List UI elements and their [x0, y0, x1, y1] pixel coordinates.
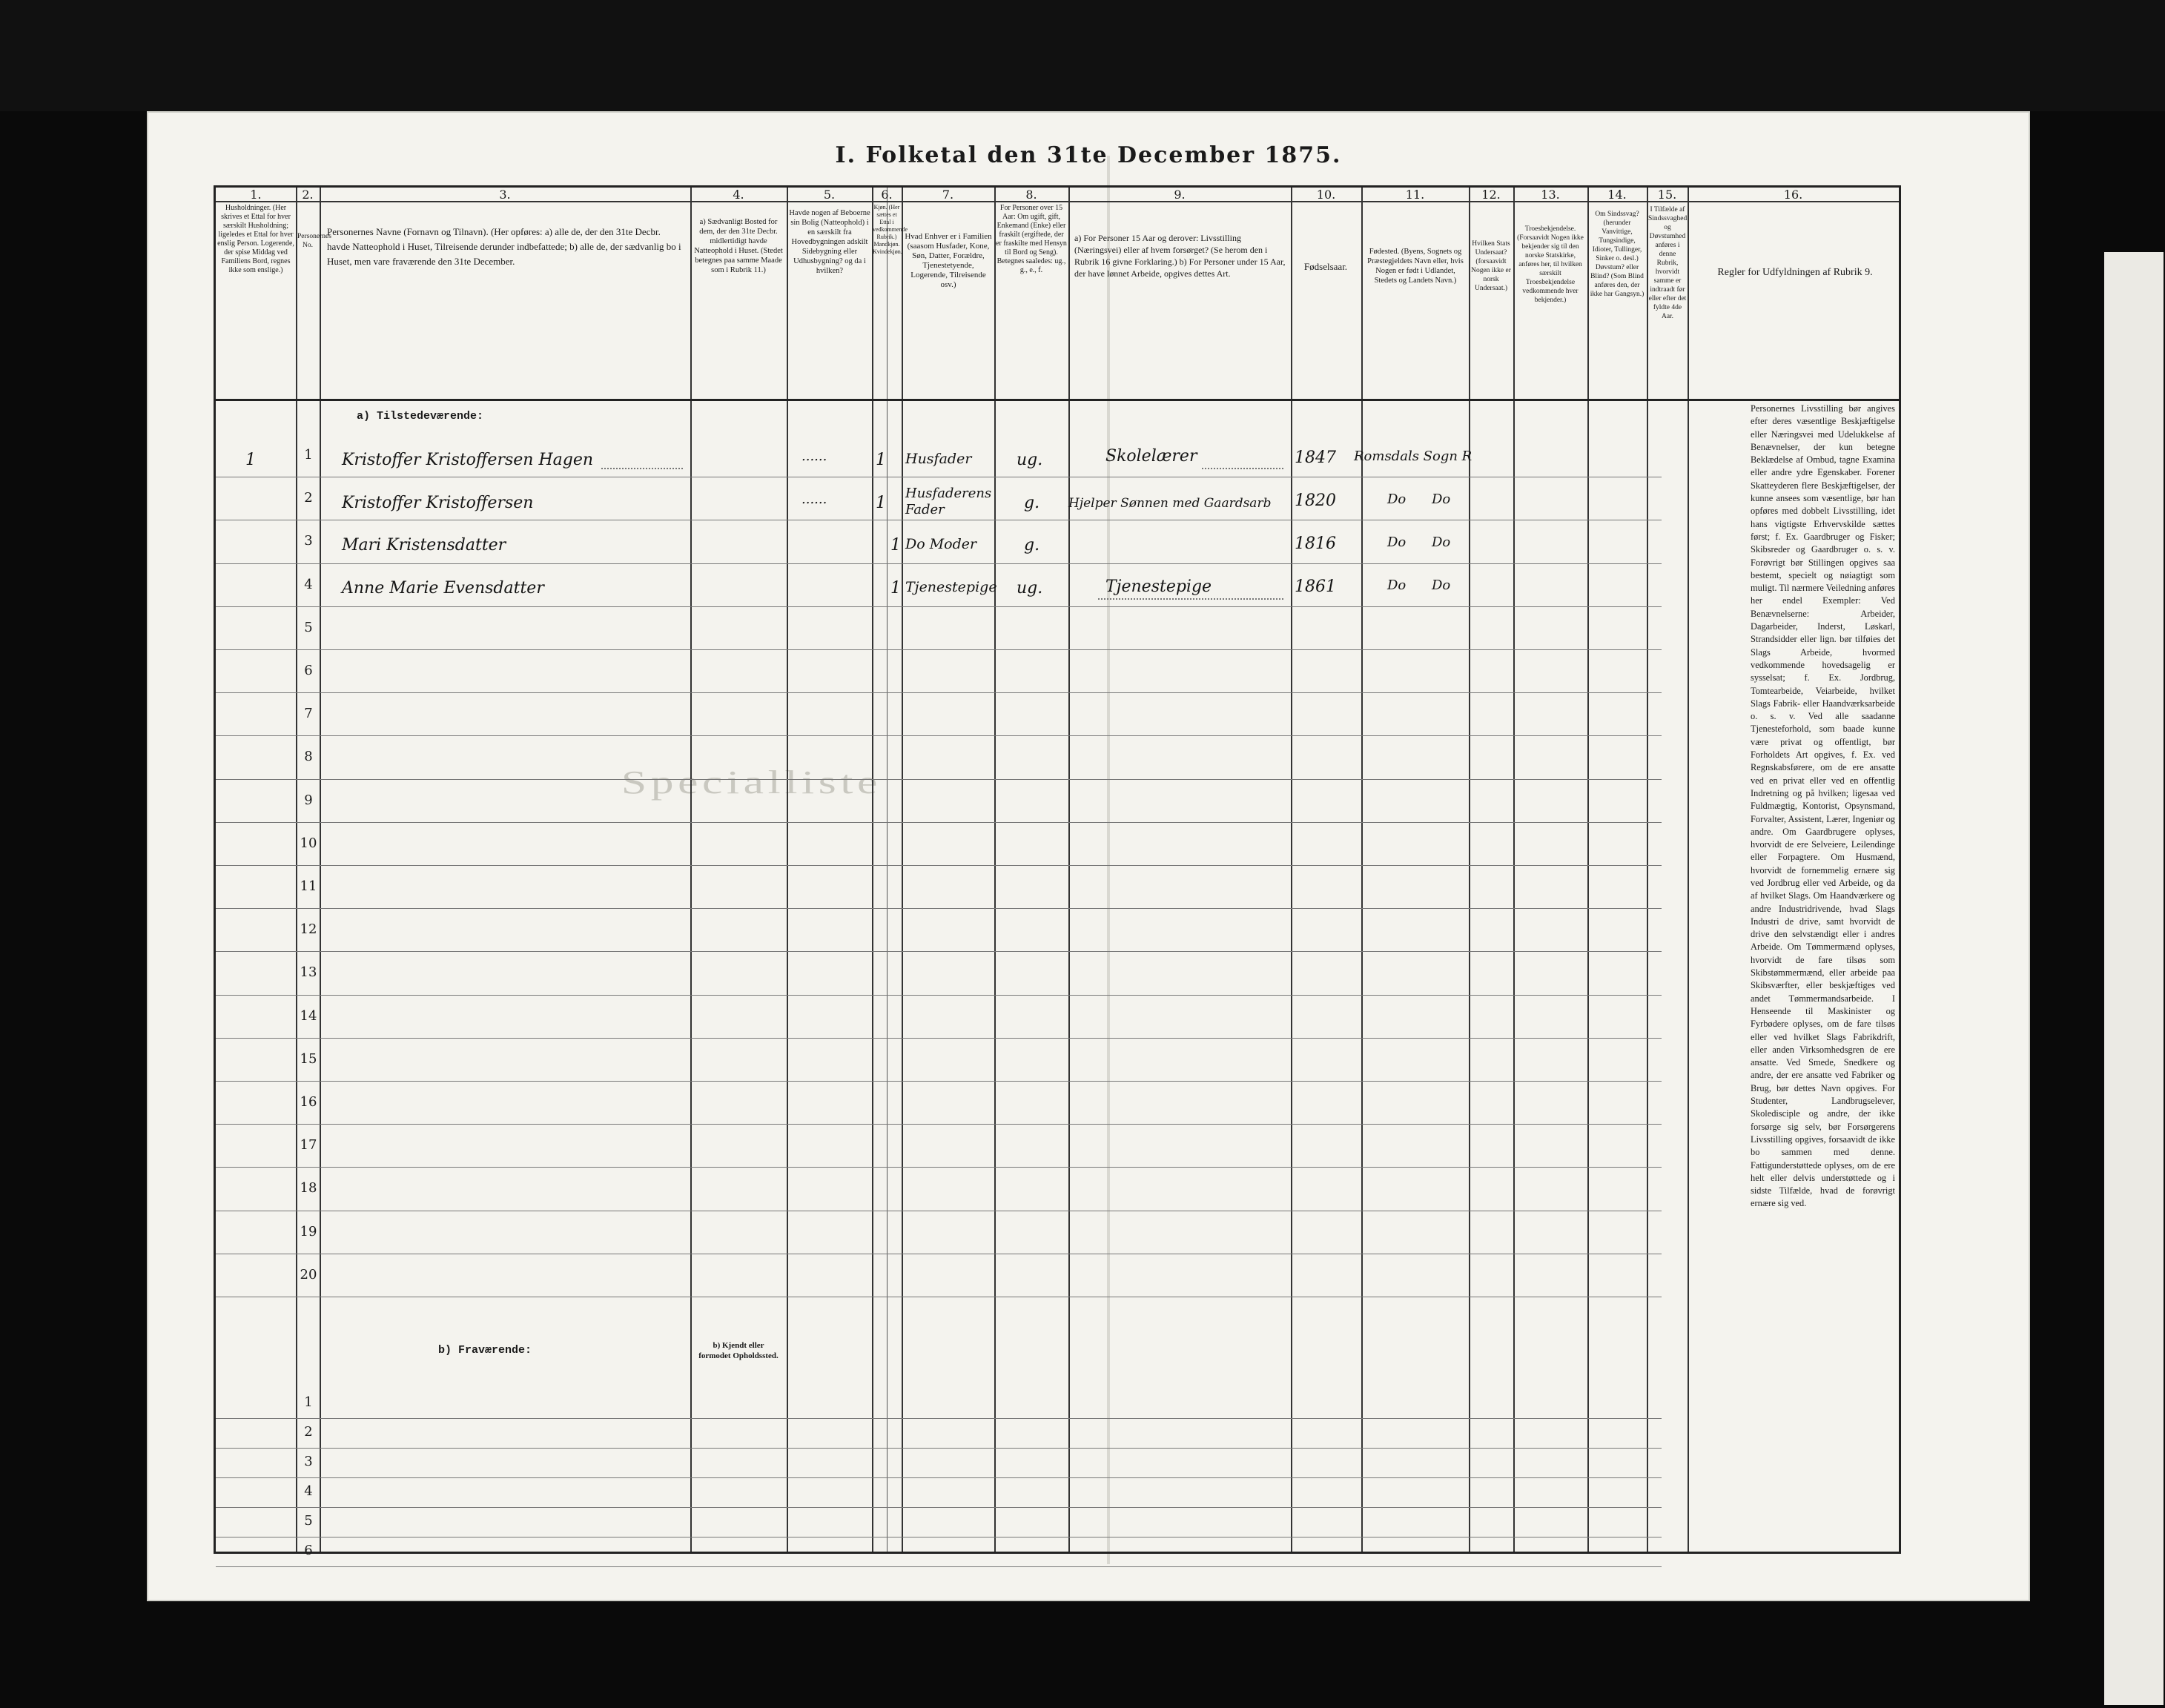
- resident-3-born: 1816: [1295, 534, 1336, 553]
- header-col6: Kjøn. (Her sættes et Ettal i vedkommende Rubrik.) Mandkjøn. Kvindekjøn.: [873, 204, 908, 255]
- row-number: 3: [304, 533, 313, 549]
- colno-10: 10.: [1316, 188, 1336, 202]
- resident-2-role: Husfaderens Fader: [905, 486, 992, 517]
- resident-4-occupation: Tjenestepige: [1105, 577, 1212, 596]
- colno-16: 16.: [1783, 188, 1803, 202]
- row-number: 2: [304, 490, 313, 506]
- resident-1-name: Kristoffer Kristoffersen Hagen: [342, 451, 594, 469]
- colno-4: 4.: [733, 188, 744, 202]
- census-table: [214, 185, 1901, 1558]
- resident-1-civil: ug.: [1017, 451, 1043, 469]
- row-number: 16: [300, 1094, 317, 1110]
- resident-3-civil: g.: [1024, 536, 1040, 555]
- header-col4: a) Sædvanligt Bosted for dem, der den 31te Decbr. midlertidigt havde Natteophold i Huset. (Stedet betegnes paa samme Maade som i Rubrik 11.): [694, 218, 783, 274]
- resident-4-birthplace: Do: [1387, 577, 1407, 593]
- row-rule: [216, 951, 1662, 952]
- colno-8: 8.: [1025, 188, 1037, 202]
- header-col13: Troesbekjendelse. (Forsaavidt Nogen ikke bekjender sig til den norske Statskirke, anføres her, til hvilken særskilt Troesbekjendelse vedkommende hver bekjender.): [1517, 225, 1584, 304]
- resident-4-female: 1: [890, 579, 901, 598]
- header-col7: Hvad Enhver er i Familien (saasom Husfader, Kone, Søn, Datter, Forældre, Tjenestetyende, Logerende, Tilreisende osv.): [905, 232, 992, 289]
- colno-7: 7.: [942, 188, 954, 202]
- row-number: 12: [300, 921, 317, 938]
- resident-3-birthplace: Do: [1387, 534, 1407, 550]
- row-rule: [216, 606, 1662, 607]
- absent-row-number: 4: [304, 1483, 313, 1499]
- rubrik16-instructions: Personernes Livsstilling bør angives efter deres væsentlige Beskjæftigelse eller Næringsvei med Udelukkelse af Benævnelser, der kun betegne Beklædelse af Ombud, tagne Examina eller andre ydre Egenskaber. Forener Skatteyderen flere Beskjæftigelser, der kunne ansees som væsentlige, bør han opføres med dobbelt Livsstilling, idet hans vigtigste Erhvervskilde sættes først; f. Ex. Gaardbruger og Fisker; Skibsreder og Gaardbruger o. s. v. Forøvrigt bør Stillingen opgives saa bestemt, specielt og nøiagtigt som muligt. Til nærmere Veiledning anføres her endel Exempler: Ved Benævnelserne: Arbeider, Dagarbeider, Inderst, Løskarl, Strandsidder eller lign. bør tilføies det Slags Arbeide, hvormed vedkommende hovedsagelig er sysselsat; f. Ex. Jordbrug, Tomtearbeide, Veiarbeide, hvilket Slags Fabrik- eller Haandværksarbeide o. s. v. Ved alle saadanne Tjenesteforhold, som baade kunne være privat og offentligt, bør Forholdets Art opgives, f. Ex. ved Regnskabsførere, om de ere ansatte ved en privat eller ved en offentlig Indretning og på hvilken; ligesaa ved Fuldmægtig, Kontorist, Opsynsmand, Forvalter, Assistent, Lærer, Ingeniør og andre. Om Gaardbrugere oplyses, hvorvidt de ere Selveiere, Leilendinge eller Forpagtere. Om Husmænd, hvorvidt de fornemmelig ernære sig ved Jordbrug eller ved Arbeide, og da af hvilket Slags. Om Haandværkere og andre Industridrivende, hvad Slags Industri de drive, samt hvorvidt de drive den selvstændigt eller i andres Arbeide. Om Tømmermænd oplyses, hvorvidt de fare tilsøs som Skibstømmermænd, eller arbeide paa Skibsværfter, eller beskjæftiges ved andet Tømmermandsarbeide. I Henseende til Maskinister og Fyrbødere oplyses, om de fare tilsøs eller ved hvilket Slags Fabrikdrift, eller anden Virksomhedsgren de ere ansatte. Ved Smede, Snedkere og andre, der ere ansatte ved Fabriker og Brug, bør dettes Navn opgives. For Studenter, Landbrugselever, Skoledisciple og andre, der ikke forsørge sig selv, bør Forsørgerens Livsstilling opgives, forsaavidt de ikke bo sammen med denne. Fattigunderstøttede oplyses, om de ere helt eller delvis understøttede og i sidste Tilfælde, hvad de forøvrigt ernære sig ved.: [1751, 403, 1895, 1209]
- row-number: 20: [300, 1266, 317, 1282]
- row-rule: [216, 1124, 1662, 1125]
- resident-1-occupation: Skolelærer: [1105, 447, 1197, 466]
- header-col10: Fødselsaar.: [1303, 261, 1348, 272]
- row-number: 4: [304, 576, 313, 592]
- resident-3-name: Mari Kristensdatter: [342, 536, 506, 555]
- row-rule: [216, 1081, 1662, 1082]
- resident-1-role: Husfader: [905, 451, 972, 467]
- section-present-label: a) Tilstedeværende:: [357, 410, 484, 423]
- resident-1-born: 1847: [1295, 448, 1336, 467]
- leader-dots: [1202, 468, 1283, 469]
- colno-2: 2.: [302, 188, 314, 202]
- resident-2-born: 1820: [1295, 491, 1336, 510]
- colno-1: 1.: [250, 188, 262, 202]
- header-col16: Regler for Udfyldningen af Rubrik 9.: [1717, 267, 1873, 278]
- row-rule: [216, 735, 1662, 736]
- resident-2-male: 1: [876, 494, 886, 512]
- row-number: 1: [304, 447, 313, 463]
- resident-1-col5: ......: [801, 448, 827, 464]
- colno-14: 14.: [1607, 188, 1627, 202]
- absent-row-number: 6: [304, 1543, 313, 1558]
- row-number: 10: [300, 835, 317, 851]
- header-col9: a) For Personer 15 Aar og derover: Livsstilling (Næringsvei) eller af hvem forsørget? (Se herom den i Rubrik 16 givne Forklaring.) b) For Personer under 15 Aar, der have lønnet Arbeide, opgives dettes Art.: [1074, 233, 1286, 279]
- header-col3: Personernes Navne (Fornavn og Tilnavn). (Her opføres: a) alle de, der den 31te Decbr. havde Natteophold i Huset, Tilreisende derunder indbefattede; b) alle de, der sædvanlig bo i Huset, men vare fraværende den 31te December.: [327, 226, 681, 267]
- resident-4-role: Tjenestepige: [905, 579, 997, 595]
- leader-dots: [1098, 598, 1283, 600]
- row-number: 14: [300, 1007, 317, 1024]
- resident-2-name: Kristoffer Kristoffersen: [342, 494, 534, 512]
- row-rule: [216, 908, 1662, 909]
- row-number: 18: [300, 1180, 317, 1196]
- absent-row-number: 2: [304, 1424, 313, 1440]
- leader-dots: [601, 468, 683, 469]
- row-number: 17: [300, 1137, 317, 1153]
- absent-row-rule: [216, 1507, 1662, 1508]
- row-number: 8: [304, 749, 313, 765]
- colno-3: 3.: [499, 188, 511, 202]
- header-col14: Om Sindssvag? (herunder Vanvittige, Tungsindige, Idioter, Tullinger, Sinker o. desl.) Døvstum? eller Blind? (Som Blind anføres den, der ikke har Gangsyn.): [1590, 211, 1645, 298]
- header-col2: Personernes No.: [297, 233, 331, 249]
- resident-4-born: 1861: [1295, 577, 1336, 596]
- row-number: 13: [300, 964, 317, 981]
- row-rule: [216, 822, 1662, 823]
- colno-11: 11.: [1405, 188, 1425, 202]
- absent-row-rule: [216, 1418, 1662, 1419]
- census-form-page: [147, 111, 2030, 1601]
- header-col8: For Personer over 15 Aar: Om ugift, gift, Enkemand (Enke) eller fraskilt (ergiftede, der er fraskilte med Hensyn til Bord og Seng). Betegnes saaledes: ug., g., e., f.: [996, 204, 1067, 274]
- colno-13: 13.: [1541, 188, 1560, 202]
- scan-margin-top: [0, 0, 2165, 111]
- row-rule: [216, 995, 1662, 996]
- header-col1: Husholdninger. (Her skrives et Ettal for hver særskilt Husholdning; ligeledes et Ettal for hver enslig Person. Logerende, der spise Middag ved Familiens Bord, regnes ikke som enslige.): [217, 204, 294, 274]
- absent-row-rule: [216, 1477, 1662, 1478]
- underlying-page-edge: [2104, 252, 2164, 1705]
- row-number: 19: [300, 1223, 317, 1239]
- bleed-through-specialliste: Specialliste: [621, 764, 882, 801]
- resident-2-birthplace: Do: [1387, 491, 1407, 507]
- resident-2-occupation: Hjelper Sønnen med Gaardsarb: [1068, 496, 1272, 511]
- absent-row-number: 3: [304, 1454, 313, 1469]
- colno-12: 12.: [1481, 188, 1501, 202]
- resident-1-birthplace: Romsdals Sogn R: [1354, 448, 1472, 464]
- colno-15: 15.: [1657, 188, 1677, 202]
- absent-row-rule: [216, 1448, 1662, 1449]
- row-rule: [216, 692, 1662, 693]
- header-col12: Hvilken Stats Undersaat? (forsaavidt Nogen ikke er norsk Undersaat.): [1471, 240, 1511, 292]
- section-absent-label: b) Fraværende:: [438, 1344, 532, 1357]
- colno-5: 5.: [823, 188, 836, 202]
- row-rule: [216, 563, 1662, 564]
- resident-4-name: Anne Marie Evensdatter: [342, 579, 544, 598]
- row-number: 7: [304, 706, 313, 722]
- row-rule: [216, 779, 1662, 780]
- resident-2-civil: g.: [1024, 494, 1040, 512]
- row-rule: [216, 649, 1662, 650]
- resident-2-birthplace-ditto: Do: [1432, 491, 1451, 507]
- absent-col4-header: b) Kjendt eller formodet Opholdssted.: [698, 1341, 779, 1360]
- resident-4-civil: ug.: [1017, 579, 1043, 598]
- row-rule: [216, 865, 1662, 866]
- row-rule: [216, 1038, 1662, 1039]
- row-rule: [216, 1167, 1662, 1168]
- row-number: 9: [304, 792, 313, 808]
- resident-3-birthplace-ditto: Do: [1432, 534, 1451, 550]
- resident-1-male: 1: [876, 451, 886, 469]
- row-number: 11: [300, 878, 317, 894]
- header-col11: Fødested. (Byens, Sognets og Præstegjeldets Navn eller, hvis Nogen er født i Udlandet, Stedets og Landets Navn.): [1367, 248, 1464, 285]
- absent-row-number: 1: [304, 1394, 313, 1410]
- colno-6: 6.: [881, 188, 893, 202]
- header-col5: Havde nogen af Beboerne sin Bolig (Natteophold) i en særskilt fra Hovedbygningen adskilt Sidebygning eller Udhusbygning? og da i hvilken?: [789, 209, 870, 275]
- header-col15: I Tilfælde af Sindssvaghed og Døvstumhed anføres i denne Rubrik, hvorvidt samme er indtraadt før eller efter det fyldte 4de Aar.: [1648, 206, 1688, 320]
- colno-9: 9.: [1174, 188, 1186, 202]
- absent-row-rule: [216, 1566, 1662, 1567]
- household-mark: 1: [245, 451, 256, 469]
- resident-3-role: Do Moder: [905, 536, 977, 552]
- row-number: 15: [300, 1050, 317, 1067]
- resident-3-female: 1: [890, 536, 901, 555]
- row-number: 6: [304, 663, 313, 678]
- resident-4-birthplace-ditto: Do: [1432, 577, 1451, 593]
- row-number: 5: [304, 619, 313, 635]
- page-title: I. Folketal den 31te December 1875.: [835, 142, 1342, 168]
- absent-row-number: 5: [304, 1513, 313, 1529]
- resident-2-col5: ......: [801, 491, 827, 507]
